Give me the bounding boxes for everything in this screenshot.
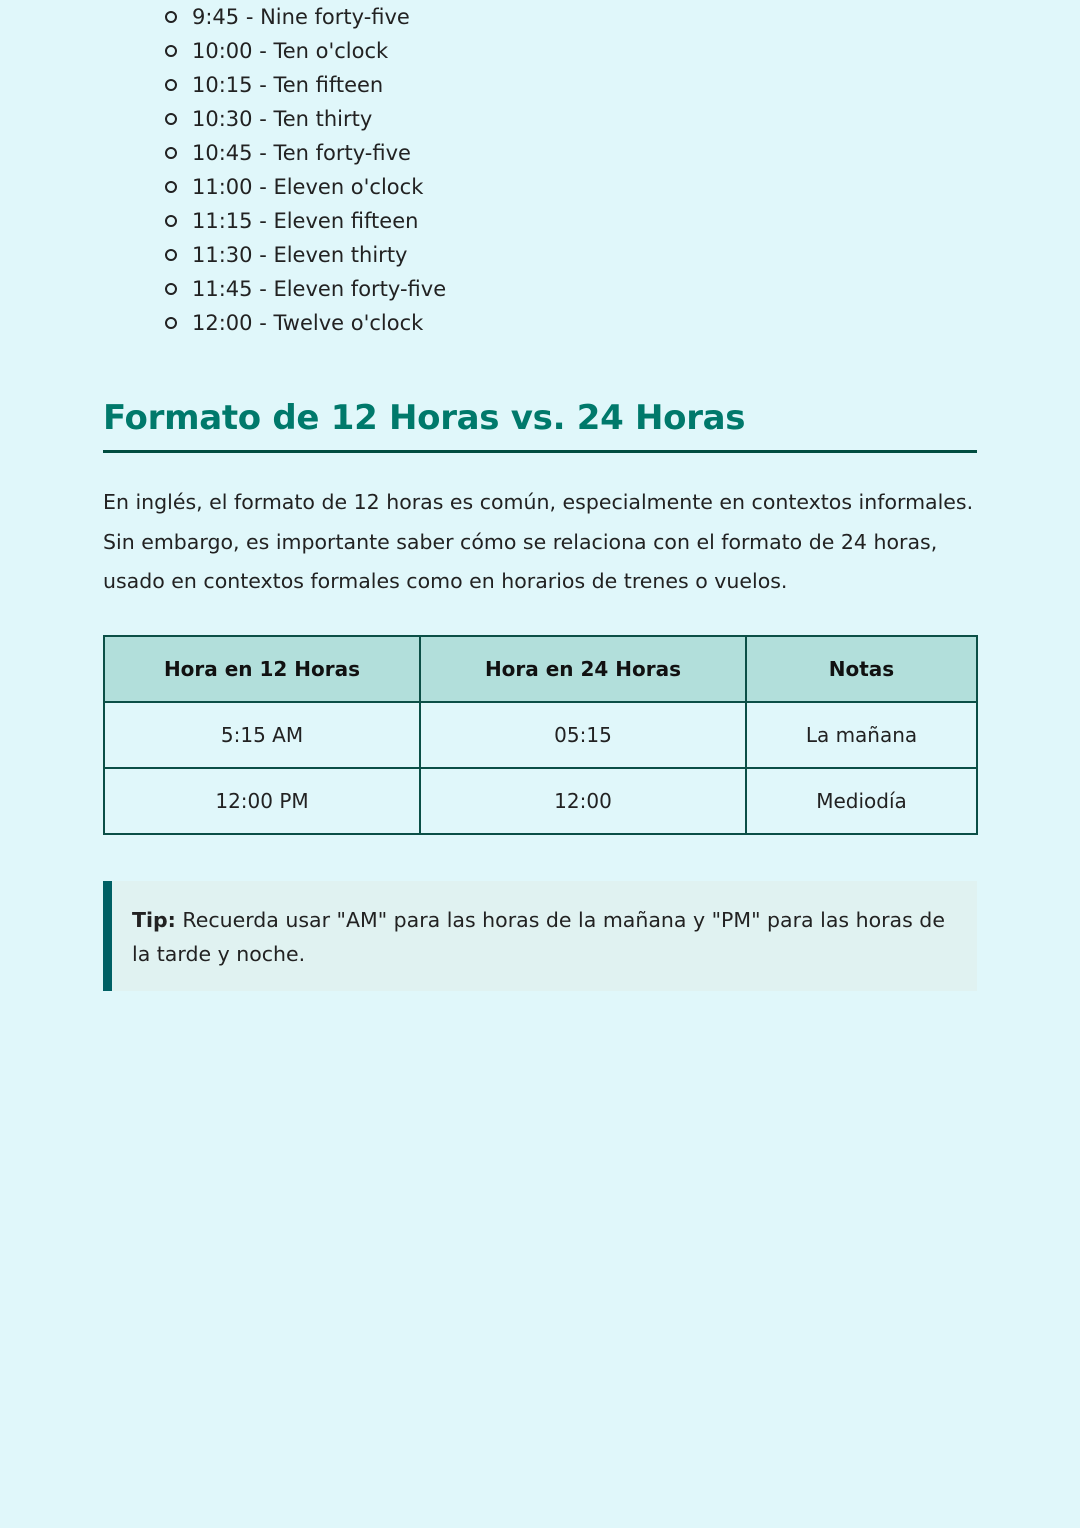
circle-bullet-icon <box>165 79 177 91</box>
list-item-text: 11:00 - Eleven o'clock <box>192 175 424 199</box>
list-item <box>165 34 446 68</box>
circle-bullet-icon <box>165 215 177 227</box>
list-item-text: 9:45 - Nine forty-five <box>192 5 410 29</box>
section-paragraph: En inglés, el formato de 12 horas es común, especialmente en contextos informales. Sin embargo, es importante saber cómo se relaciona con el formato de 24 horas, usado en contextos formales como en horarios de trenes o vuelos. <box>103 490 974 593</box>
list-item-text: 11:15 - Eleven fifteen <box>192 209 419 233</box>
table-cell: 05:15 <box>420 702 746 768</box>
table-cell: 12:00 <box>420 768 746 834</box>
circle-bullet-icon <box>165 181 177 193</box>
time-list <box>165 0 446 340</box>
list-item <box>165 102 446 136</box>
list-item-text: 10:45 - Ten forty-five <box>192 141 411 165</box>
list-item-text: 10:15 - Ten fifteen <box>192 73 384 97</box>
list-item-text: 11:45 - Eleven forty-five <box>192 277 447 301</box>
list-item <box>165 136 446 170</box>
list-item <box>165 170 446 204</box>
tip-label: Tip: <box>132 908 176 932</box>
tip-text: Recuerda usar "AM" para las horas de la mañana y "PM" para las horas de la tarde y noche. <box>132 908 945 966</box>
section-title: Formato de 12 Horas vs. 24 Horas <box>103 398 977 453</box>
list-item <box>165 272 446 306</box>
list-item-text: 10:00 - Ten o'clock <box>192 39 389 63</box>
list-item <box>165 238 446 272</box>
circle-bullet-icon <box>165 11 177 23</box>
tip-box <box>103 881 977 991</box>
circle-bullet-icon <box>165 147 177 159</box>
circle-bullet-icon <box>165 113 177 125</box>
list-item <box>165 306 446 340</box>
table-cell: La mañana <box>746 702 977 768</box>
time-format-table <box>103 635 978 835</box>
circle-bullet-icon <box>165 317 177 329</box>
list-item <box>165 0 446 34</box>
list-item-text: 10:30 - Ten thirty <box>192 107 373 131</box>
circle-bullet-icon <box>165 45 177 57</box>
table-cell: Mediodía <box>746 768 977 834</box>
table-header: Notas <box>746 636 977 702</box>
list-item-text: 12:00 - Twelve o'clock <box>192 311 424 335</box>
list-item-text: 11:30 - Eleven thirty <box>192 243 408 267</box>
table-cell: 12:00 PM <box>104 768 420 834</box>
table-header: Hora en 24 Horas <box>420 636 746 702</box>
table-row <box>104 768 977 834</box>
circle-bullet-icon <box>165 249 177 261</box>
table-header: Hora en 12 Horas <box>104 636 420 702</box>
list-item <box>165 68 446 102</box>
circle-bullet-icon <box>165 283 177 295</box>
table-cell: 5:15 AM <box>104 702 420 768</box>
table-row <box>104 702 977 768</box>
list-item <box>165 204 446 238</box>
table-header-row <box>104 636 977 702</box>
